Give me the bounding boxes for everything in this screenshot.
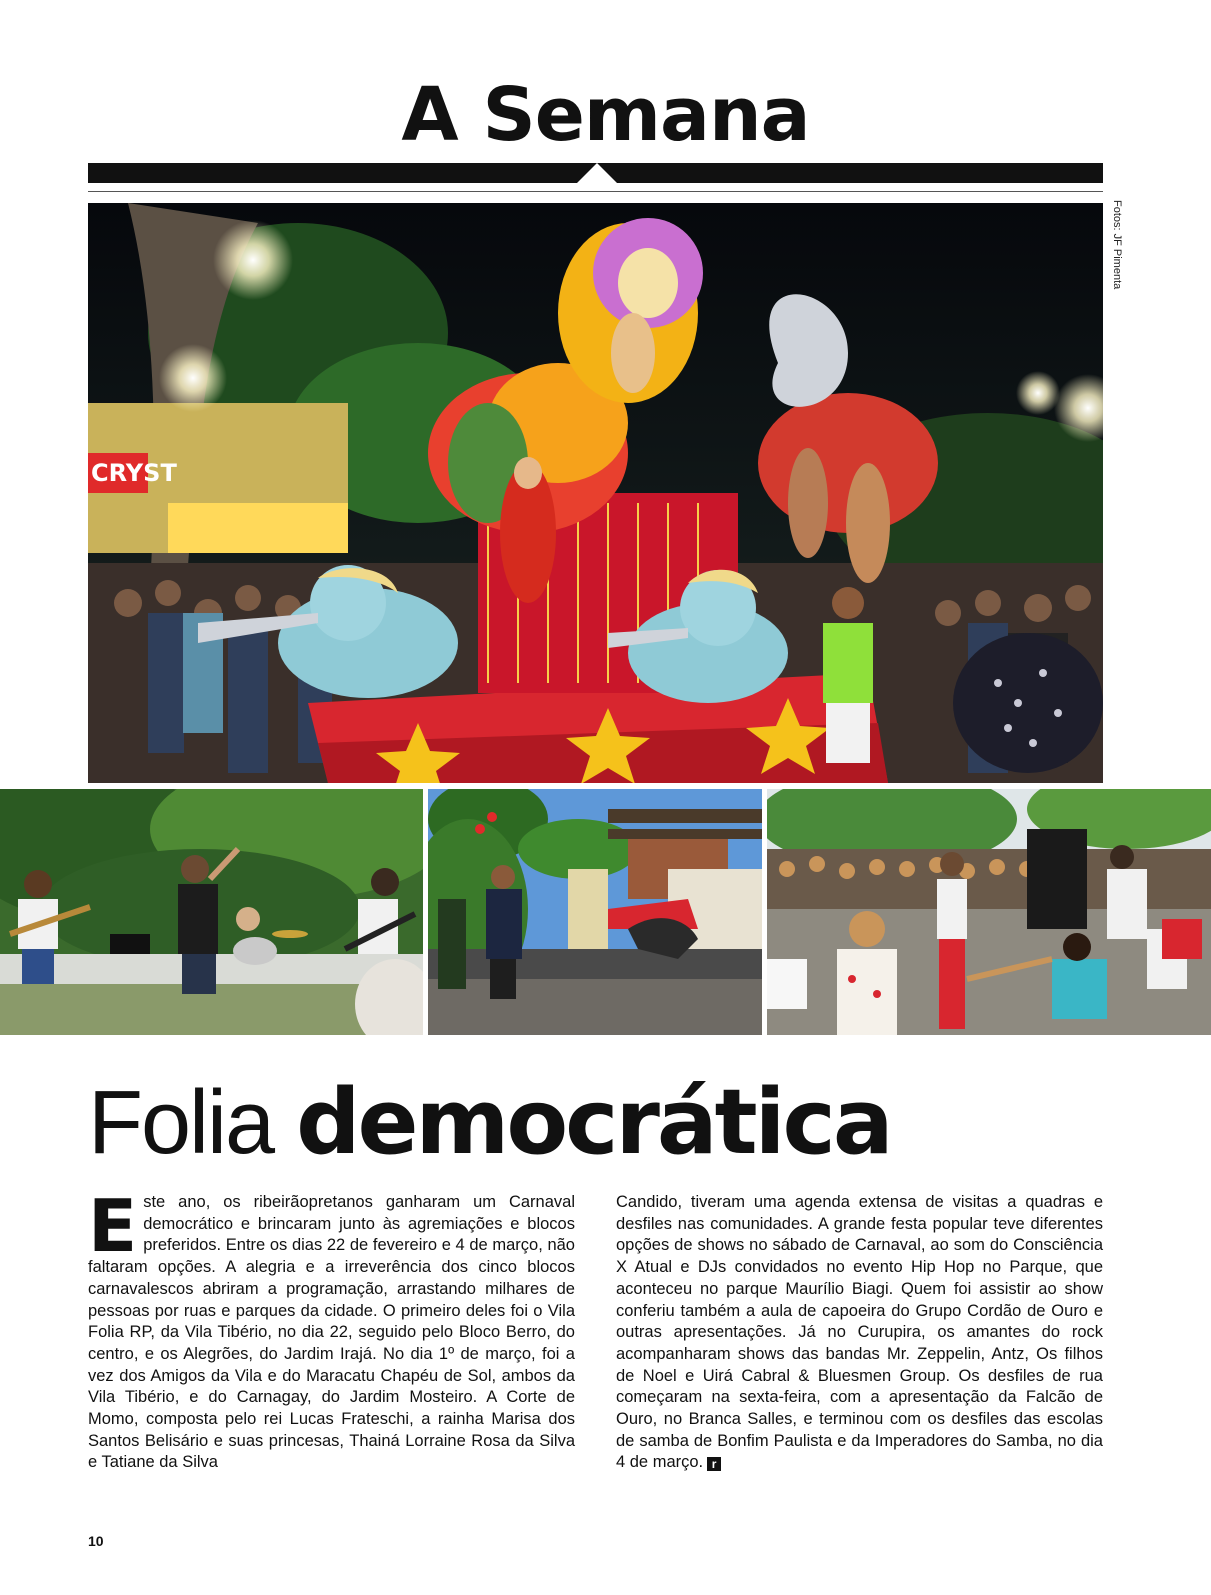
main-carnival-float-photo (88, 203, 1103, 783)
headline-bold: democrática (296, 1070, 891, 1175)
header-rule-thin (88, 191, 1103, 192)
header-rule-notch (577, 163, 617, 183)
photo-credit: Fotos: JF Pimenta (1111, 200, 1123, 290)
page-number: 10 (88, 1533, 104, 1549)
column-1-text: ste ano, os ribeirãopretanos ganharam um Carnaval democrático e brincaram junto às agremiações e blocos preferidos. Entre os dias 22 de fevereiro e 4 de março, não faltaram opções. A alegria e a irreverência dos cinco blocos carnavalescos abriram a programação, arrastando milhares de pessoas por ruas e parques da cidade. O primeiro deles foi o Vila Folia RP, da Vila Tibério, no dia 22, seguido pelo Bloco Berro, do centro, e os Alegrões, do Jardim Irajá. No dia 1º de março, foi a vez dos Amigos da Vila e do Maracatu Chapéu de Sol, ambos da Vila Tibério, e do Carnagay, do Jardim Mosteiro. A Corte de Momo, composta pelo rei Lucas Frateschi, a rainha Marisa dos Santos Belisário e suas princesas, Thainá Lorraine Rosa da Silva e Tatiane da Silva (88, 1193, 575, 1472)
end-of-article-icon: r (707, 1457, 721, 1471)
section-title: A Semana (401, 72, 810, 158)
drop-cap: E (88, 1184, 138, 1268)
samba-street-photo (767, 789, 1211, 1035)
rock-band-photo (0, 789, 423, 1035)
headline-light: Folia (88, 1073, 274, 1173)
article-headline (88, 1070, 891, 1175)
hip-hop-park-photo (428, 789, 762, 1035)
shop-sign-text: CRYST (91, 459, 177, 487)
article-column-2 (616, 1192, 1103, 1474)
article-column-1 (88, 1184, 575, 1474)
column-2-text: Candido, tiveram uma agenda extensa de visitas a quadras e desfiles nas comunidades. A grande festa popular teve diferentes opções de shows no sábado de Carnaval, ao som do Consciência X Atual e DJs convidados no evento Hip Hop no Parque, que aconteceu no parque Maurílio Biagi. Quem foi assistir ao show conferiu também a aula de capoeira do Grupo Cordão de Ouro e outras apresentações. Já no Curupira, os amantes do rock acompanharam shows das bandas Mr. Zeppelin, Antz, Os filhos de Noel e Uirá Cabral & Bluesmen Group. Os desfiles de rua começaram na sexta-feira, com a apresentação da Falcão de Ouro, no Branca Salles, e terminou com os desfiles das escolas de samba de Bonfim Paulista e da Imperadores do Samba, no dia 4 de março. (616, 1193, 1103, 1472)
